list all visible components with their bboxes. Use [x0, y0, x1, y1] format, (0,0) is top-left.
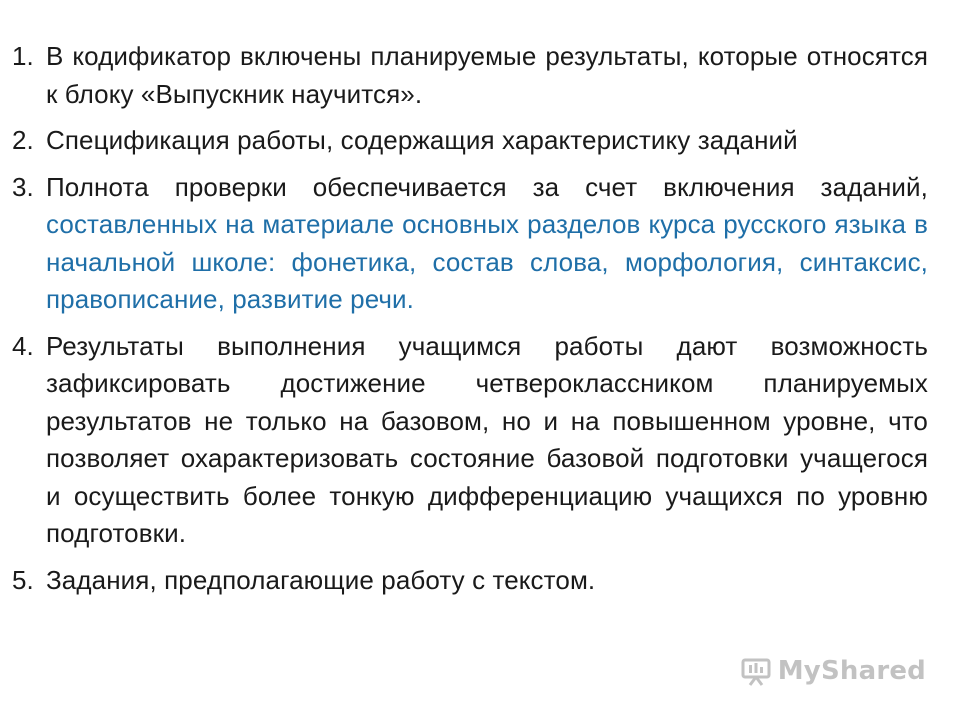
- list-item-text: В кодификатор включены планируемые результаты, которые относятся к блоку «Выпускник научится».: [46, 41, 928, 109]
- list-item-text: Спецификация работы, содержащия характеристику заданий: [46, 125, 798, 155]
- list-item-text: Задания, предполагающие работу с текстом.: [46, 564, 596, 595]
- watermark-text: MyShared: [777, 656, 926, 686]
- list-item: [12, 169, 928, 319]
- list-item-number: 2.: [12, 125, 34, 155]
- numbered-list: [12, 38, 928, 608]
- list-item-number: 4.: [12, 330, 34, 361]
- list-item: [12, 328, 928, 553]
- list-item-number: 5.: [12, 564, 34, 595]
- list-item-number: 1.: [12, 41, 34, 71]
- list-item: [12, 122, 928, 160]
- list-item-text: Полнота проверки обеспечивается за счет включения заданий,: [46, 171, 928, 202]
- watermark: [740, 656, 926, 686]
- list-item-accent-text: составленных на материале основных разделов курса русского языка в начальной школе: фонетика, состав слова, морфология, синтаксис, правописание, развитие речи.: [46, 209, 928, 314]
- list-item: [12, 38, 928, 113]
- myshared-logo-icon: [740, 656, 772, 686]
- list-item: [12, 562, 928, 600]
- list-item-number: 3.: [12, 171, 34, 202]
- list-item-text: Результаты выполнения учащимся работы дают возможность зафиксировать достижение четвероклассником планируемых результатов не только на базовом, но и на повышенном уровне, что позволяет охарактеризовать состояние базовой подготовки учащегося и осуществить более тонкую дифференциацию учащихся по уровню подготовки.: [46, 330, 928, 548]
- list-item-text-container: [46, 169, 928, 319]
